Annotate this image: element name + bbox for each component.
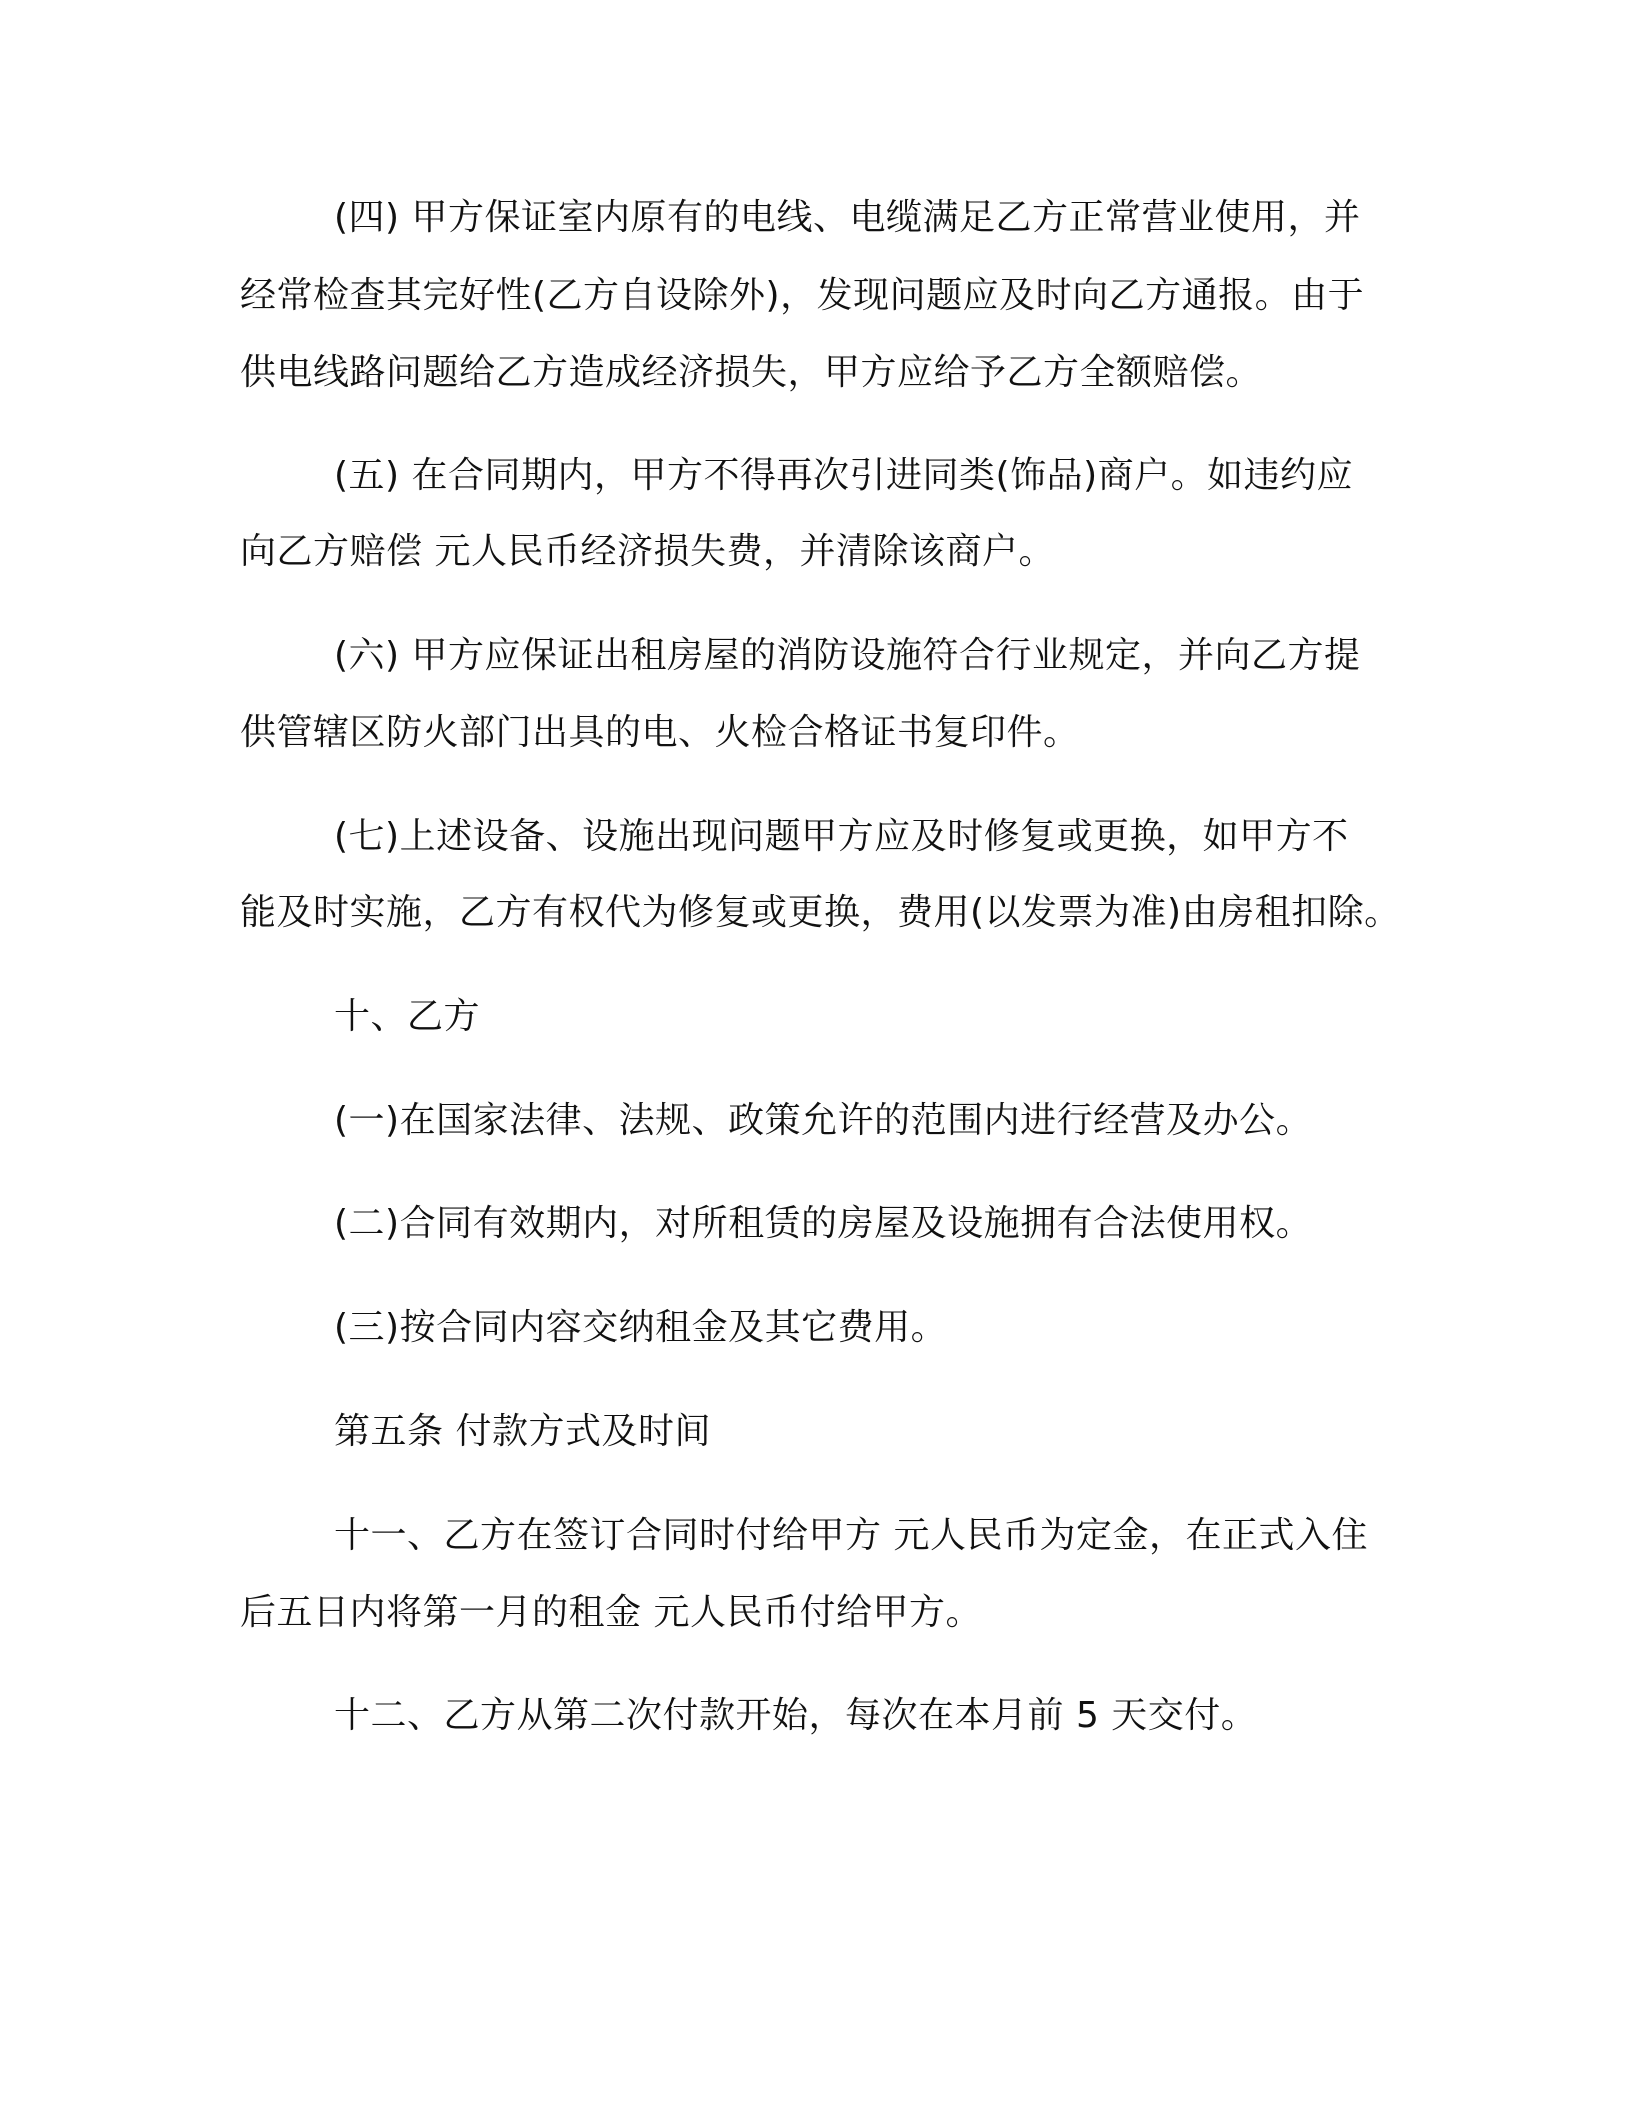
section-12-line-1: 十二、乙方从第二次付款开始，每次在本月前 5 天交付。 <box>334 1695 1258 1736</box>
article-5-heading: 第五条 付款方式及时间 <box>334 1411 711 1452</box>
clause-5-line-2: 向乙方赔偿 元人民币经济损失费，并清除该商户。 <box>240 531 1055 572</box>
clause-7-line-1: (七)上述设备、设施出现问题甲方应及时修复或更换，如甲方不 <box>334 816 1349 857</box>
party-b-item-2: (二)合同有效期内，对所租赁的房屋及设施拥有合法使用权。 <box>334 1203 1313 1244</box>
section-11-line-2: 后五日内将第一月的租金 元人民币付给甲方。 <box>240 1592 982 1633</box>
clause-4-line-3: 供电线路问题给乙方造成经济损失，甲方应给予乙方全额赔偿。 <box>240 352 1263 393</box>
party-b-item-3: (三)按合同内容交纳租金及其它费用。 <box>334 1307 948 1348</box>
clause-7-line-2: 能及时实施，乙方有权代为修复或更换，费用(以发票为准)由房租扣除。 <box>240 892 1401 933</box>
clause-6-line-1: (六) 甲方应保证出租房屋的消防设施符合行业规定，并向乙方提 <box>334 635 1361 676</box>
section-10-heading: 十、乙方 <box>334 996 481 1037</box>
section-11-line-1: 十一、乙方在签订合同时付给甲方 元人民币为定金，在正式入住 <box>334 1515 1368 1556</box>
clause-4-line-1: (四) 甲方保证室内原有的电线、电缆满足乙方正常营业使用，并 <box>334 197 1361 238</box>
clause-6-line-2: 供管辖区防火部门出具的电、火检合格证书复印件。 <box>240 712 1080 753</box>
clause-5-line-1: (五) 在合同期内，甲方不得再次引进同类(饰品)商户。如违约应 <box>334 455 1354 496</box>
party-b-item-1: (一)在国家法律、法规、政策允许的范围内进行经营及办公。 <box>334 1100 1313 1141</box>
clause-4-line-2: 经常检查其完好性(乙方自设除外)，发现问题应及时向乙方通报。由于 <box>240 275 1365 316</box>
